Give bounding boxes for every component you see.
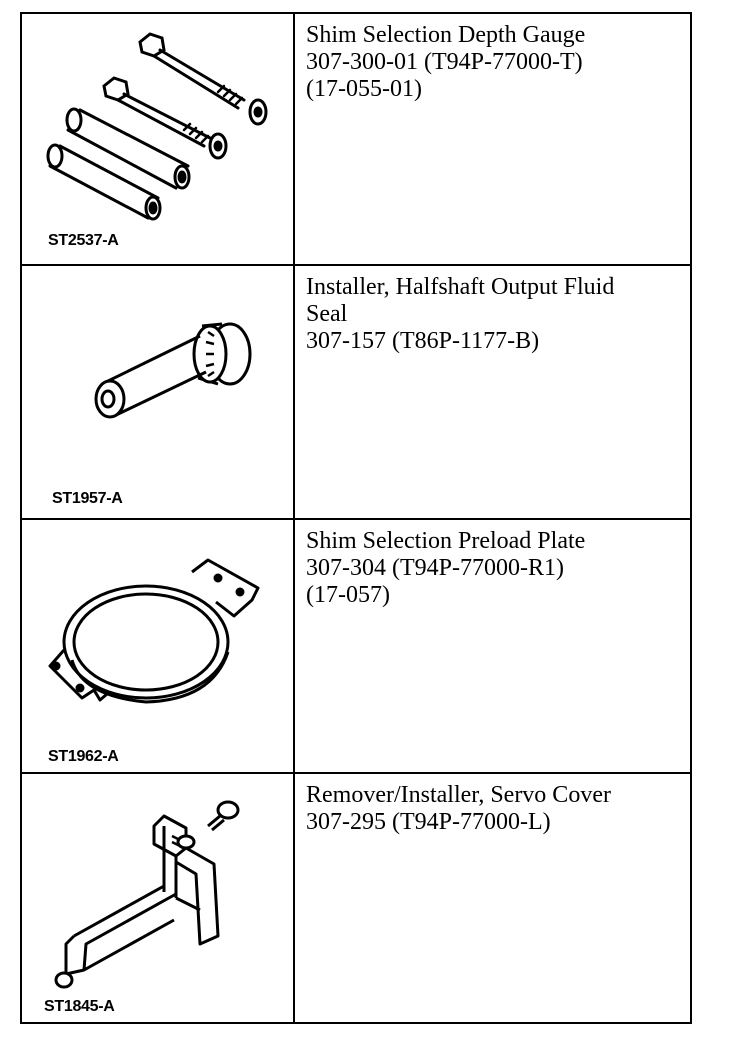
tool-description (306, 274, 690, 355)
tool-alt-number: (17-057) (306, 582, 390, 608)
column-divider (293, 774, 295, 1022)
tool-illustration-cell (22, 520, 293, 772)
servo-cover-bracket-icon (22, 774, 293, 1020)
tool-name-continued: Seal (306, 301, 348, 327)
tool-illustration-cell (22, 266, 293, 518)
tool-description (306, 22, 690, 103)
tool-row-preload-plate (22, 520, 690, 774)
bolts-and-sleeves-icon (22, 14, 293, 264)
illustration-code: ST1845-A (44, 998, 115, 1015)
column-divider (293, 14, 295, 264)
illustration-code: ST2537-A (48, 232, 119, 249)
tool-name: Shim Selection Preload Plate (306, 528, 586, 554)
special-tools-table (20, 12, 692, 1024)
tool-part-number: 307-304 (T94P-77000-R1) (306, 555, 564, 581)
tool-alt-number: (17-055-01) (306, 76, 422, 102)
tool-name: Shim Selection Depth Gauge (306, 22, 586, 48)
tool-row-seal-installer (22, 266, 690, 520)
column-divider (293, 520, 295, 772)
illustration-code: ST1962-A (48, 748, 119, 765)
tool-illustration-cell (22, 14, 293, 264)
illustration-code: ST1957-A (52, 490, 123, 507)
tool-part-number: 307-300-01 (T94P-77000-T) (306, 49, 583, 75)
tool-part-number: 307-295 (T94P-77000-L) (306, 809, 551, 835)
tool-name: Installer, Halfshaft Output Fluid (306, 274, 615, 300)
tool-row-servo-cover (22, 774, 690, 1022)
tool-part-number: 307-157 (T86P-1177-B) (306, 328, 540, 354)
tool-description (306, 782, 690, 836)
tool-name: Remover/Installer, Servo Cover (306, 782, 611, 808)
column-divider (293, 266, 295, 518)
seal-installer-icon (22, 266, 293, 518)
tool-description (306, 528, 690, 609)
preload-plate-icon (22, 520, 293, 772)
tool-row-depth-gauge (22, 14, 690, 266)
tool-illustration-cell (22, 774, 293, 1022)
